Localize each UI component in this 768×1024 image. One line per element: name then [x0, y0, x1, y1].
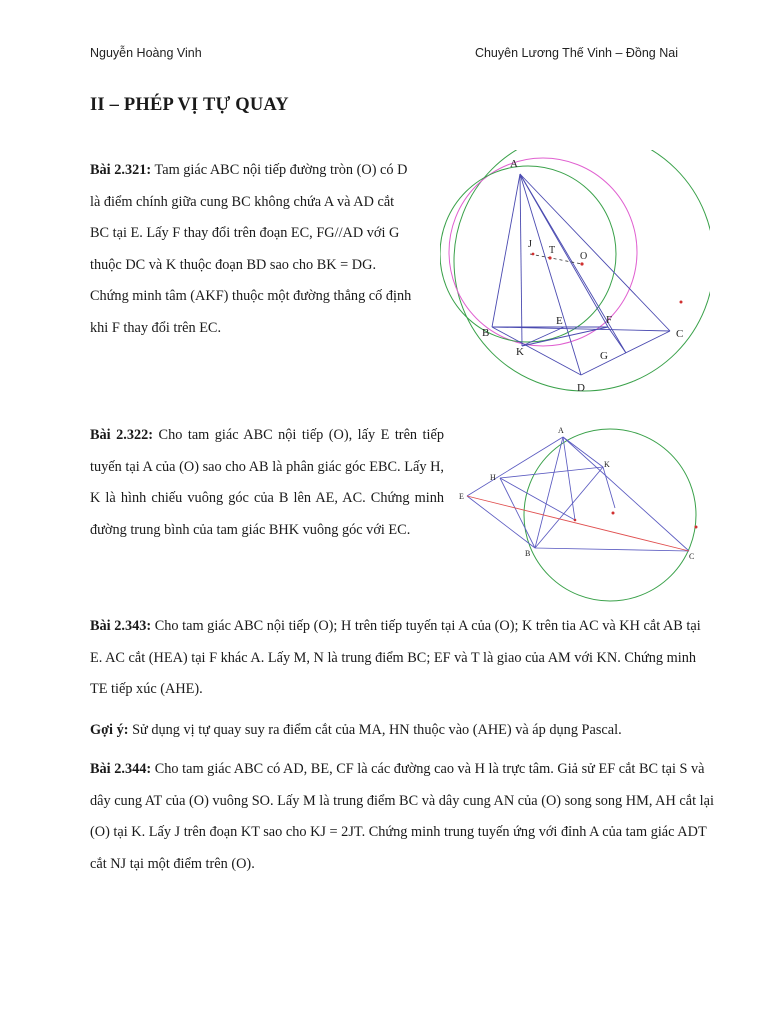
section-title: II – PHÉP VỊ TỰ QUAY [90, 95, 289, 115]
label-e: E [556, 315, 563, 327]
problem-label: Bài 2.322: [90, 427, 154, 443]
label-t: T [549, 245, 556, 256]
label-d: D [577, 382, 585, 394]
problem-2-343 [90, 611, 714, 706]
problem-text: Cho tam giác ABC có AD, BE, CF là các đường cao và H là trực tâm. Giả sử EF cắt BC tại S và dây cung AT của (O) vuông SO. Lấy M là trung điểm BC và dây cung AN của (O) song song HM, AH cắt lại (O) tại K. Lấy J trên đoạn KT sao cho KJ = 2JT. Chứng minh trung tuyến ứng với đỉnh A của tam giác ADT cắt NJ tại một điểm trên (O). [90, 761, 714, 872]
label-k: K [604, 460, 610, 469]
problem-label: Bài 2.321: [90, 162, 152, 178]
point-o [580, 262, 583, 265]
problem-2-322 [90, 420, 444, 546]
label-f: F [606, 314, 613, 326]
point-marker [695, 526, 698, 529]
problem-text: Tam giác ABC nội tiếp đường tròn (O) có D là điểm chính giữa cung BC không chứa A và AD cắt BC tại E. Lấy F thay đổi trên đoạn EC, FG//AD với G thuộc DC và K thuộc đoạn BD sao cho BK = DG. Chứng minh tâm (AKF) thuộc một đường thẳng cố định khi F thay đổi trên EC. [90, 162, 412, 336]
label-k: K [516, 346, 524, 358]
segment-ab [492, 174, 520, 327]
problem-text: Cho tam giác ABC nội tiếp (O); H trên tiếp tuyến tại A của (O); K trên tia AC và KH cắt AB tại E. AC cắt (HEA) tại F khác A. Lấy M, N là trung điểm BC; EF và T là giao của AM với KN. Chứng minh TE tiếp xúc (AHE). [90, 618, 701, 698]
hint-label: Gợi ý: [90, 722, 129, 738]
label-c: C [676, 328, 684, 340]
figure-problem-2-322 [455, 420, 720, 605]
label-g: G [600, 350, 608, 362]
segment-ak [563, 437, 603, 467]
point-o [612, 512, 615, 515]
label-h: H [490, 473, 496, 482]
label-c: C [689, 552, 695, 561]
hint [90, 715, 714, 747]
segment-ag [520, 174, 626, 353]
label-a: A [558, 426, 564, 435]
label-j: J [528, 239, 532, 250]
segment-bc [492, 327, 670, 331]
label-b: B [525, 549, 531, 558]
problem-text: Cho tam giác ABC nội tiếp (O), lấy E trên tiếp tuyến tại A của (O) sao cho AB là phân giác góc EBC. Lấy H, K là hình chiếu vuông góc của B lên AE, AC. Chứng minh đường trung bình của tam giác BHK vuông góc với EC. [90, 427, 444, 538]
segment-ak [520, 174, 522, 346]
figure-problem-2-321 [440, 150, 710, 400]
segment-k-mid [603, 467, 615, 508]
hint-text: Sử dụng vị tự quay suy ra điểm cắt của MA, HN thuộc vào (AHE) và áp dụng Pascal. [128, 722, 622, 738]
point-marker [680, 301, 683, 304]
label-e: E [459, 492, 464, 501]
dashed-line-jo [530, 254, 582, 264]
problem-label: Bài 2.344: [90, 761, 152, 777]
label-b: B [482, 327, 490, 339]
circumcircle-o [524, 429, 696, 601]
point-t [548, 256, 551, 259]
header-school: Chuyên Lương Thế Vinh – Đồng Nai [474, 46, 678, 60]
segment-ec [467, 496, 689, 551]
label-o: O [580, 251, 588, 262]
problem-2-344 [90, 754, 714, 880]
problem-2-321 [90, 155, 416, 345]
problem-label: Bài 2.343: [90, 618, 152, 634]
segment-bh [500, 478, 535, 548]
segment-bd [492, 327, 581, 375]
point-j [532, 253, 535, 256]
circumcircle-o [454, 150, 710, 391]
label-a: A [510, 158, 518, 170]
point-mid [574, 519, 577, 522]
segment-hk [500, 467, 603, 478]
header-author: Nguyễn Hoàng Vinh [90, 46, 202, 60]
segment-bc [535, 548, 689, 551]
